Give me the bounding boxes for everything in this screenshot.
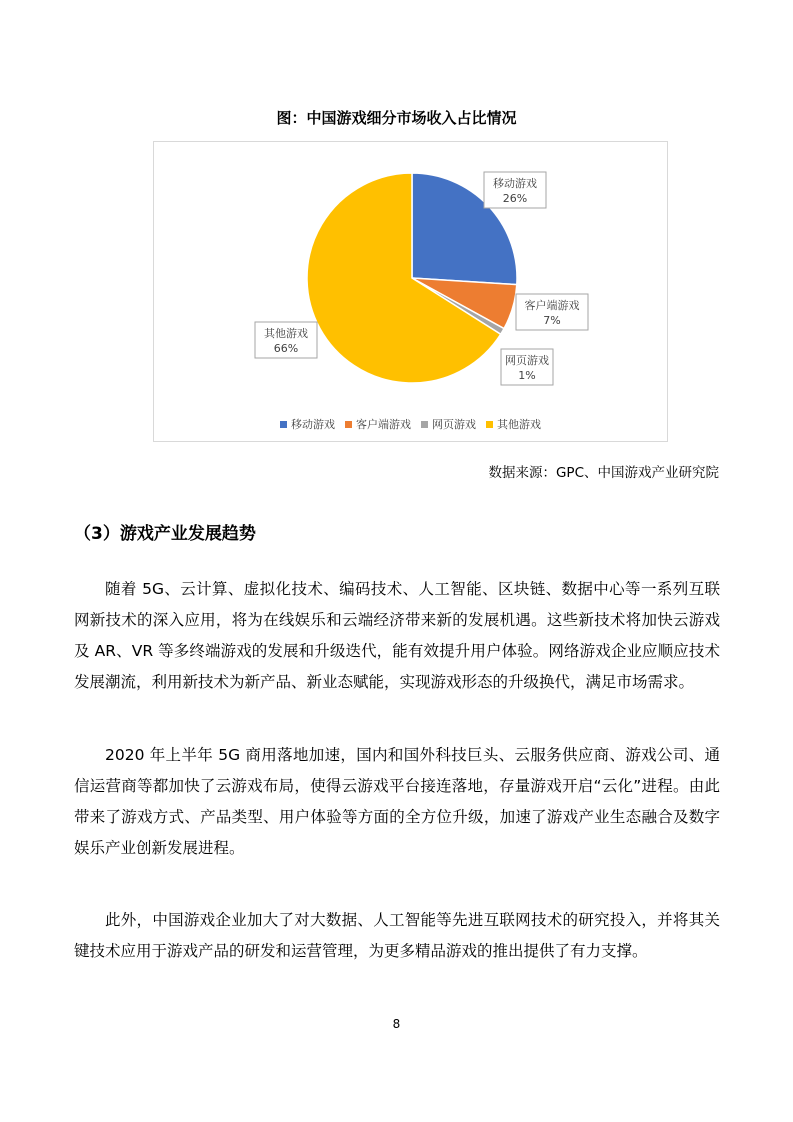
legend-item-mobile bbox=[280, 416, 335, 432]
paragraph-2: 2020 年上半年 5G 商用落地加速，国内和国外科技巨头、云服务供应商、游戏公司、通信运营商等都加快了云游戏布局，使得云游戏平台接连落地，存量游戏开启“云化”进程。由此带来了游戏方式、产品类型、用户体验等方面的全方位升级，加速了游戏产业生态融合及数字娱乐产业创新发展进程。 bbox=[74, 746, 720, 857]
legend-item-other bbox=[486, 416, 541, 432]
figure-title: 图：中国游戏细分市场收入占比情况 bbox=[276, 109, 517, 127]
paragraph-3: 此外，中国游戏企业加大了对大数据、人工智能等先进互联网技术的研究投入，并将其关键技术应用于游戏产品的研发和运营管理，为更多精品游戏的推出提供了有力支撑。 bbox=[74, 911, 720, 960]
page-number: 8 bbox=[392, 1017, 401, 1031]
data-label-category: 其他游戏 bbox=[264, 327, 308, 340]
legend-label: 客户端游戏 bbox=[356, 418, 411, 431]
legend-swatch bbox=[486, 421, 493, 428]
data-label-category: 网页游戏 bbox=[505, 354, 549, 367]
data-label-mobile bbox=[484, 172, 546, 208]
pie-chart-canvas bbox=[154, 142, 669, 443]
data-label-category: 移动游戏 bbox=[493, 177, 537, 190]
legend-label: 移动游戏 bbox=[291, 418, 335, 431]
legend-item-client bbox=[345, 416, 411, 432]
data-label-category: 客户端游戏 bbox=[524, 299, 580, 312]
data-label-value: 26% bbox=[502, 192, 528, 205]
data-label-client bbox=[516, 294, 588, 330]
data-label-value: 7% bbox=[543, 314, 561, 327]
legend-label: 网页游戏 bbox=[432, 418, 476, 431]
chart-legend bbox=[154, 416, 667, 432]
legend-item-web bbox=[421, 416, 476, 432]
legend-label: 其他游戏 bbox=[497, 418, 541, 431]
data-label-value: 1% bbox=[518, 369, 536, 382]
data-label-other bbox=[255, 322, 317, 358]
section-heading: （3）游戏产业发展趋势 bbox=[74, 524, 256, 544]
legend-swatch bbox=[345, 421, 352, 428]
legend-swatch bbox=[421, 421, 428, 428]
legend-swatch bbox=[280, 421, 287, 428]
data-label-web bbox=[501, 349, 553, 385]
data-label-value: 66% bbox=[273, 342, 299, 355]
data-source: 数据来源：GPC、中国游戏产业研究院 bbox=[488, 465, 719, 481]
paragraph-1: 随着 5G、云计算、虚拟化技术、编码技术、人工智能、区块链、数据中心等一系列互联网新技术的深入应用，将为在线娱乐和云端经济带来新的发展机遇。这些新技术将加快云游戏及 AR、VR 等多终端游戏的发展和升级迭代，能有效提升用户体验。网络游戏企业应顺应技术发展潮流，利用新技术为新产品、新业态赋能，实现游戏形态的升级换代，满足市场需求。 bbox=[74, 580, 720, 691]
pie-chart bbox=[153, 141, 668, 442]
